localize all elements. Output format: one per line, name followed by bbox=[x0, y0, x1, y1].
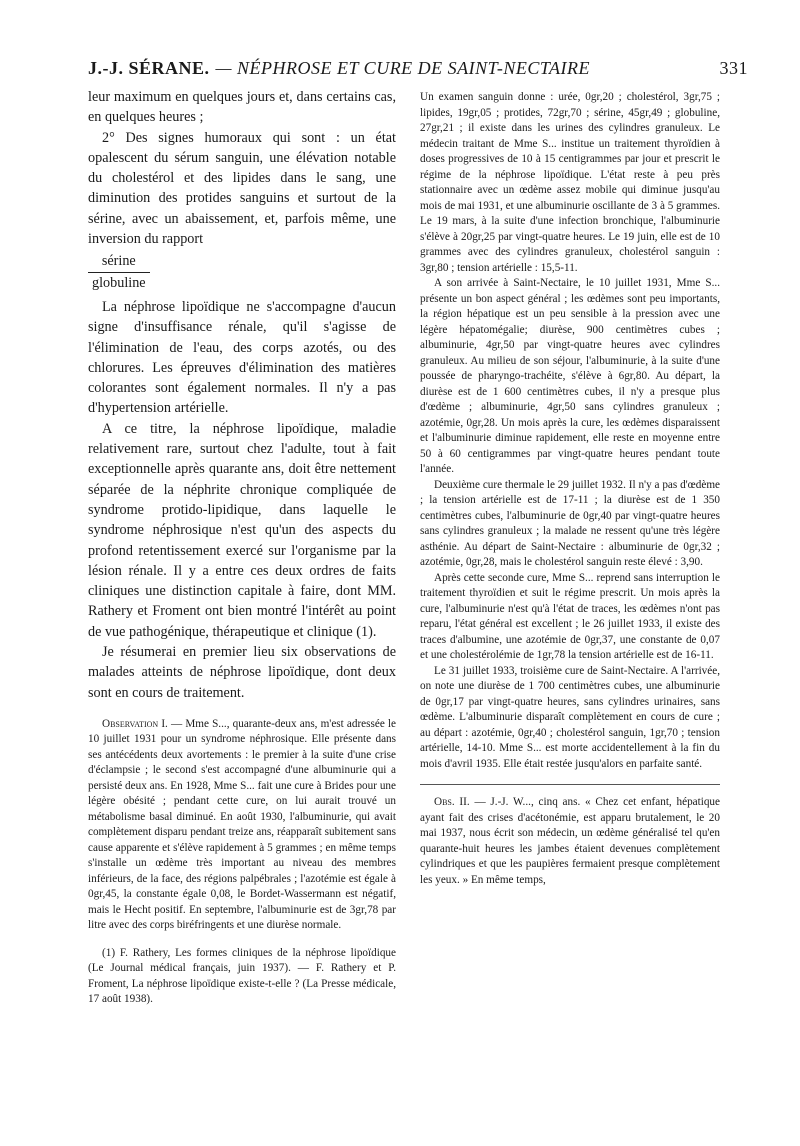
right-paragraph-1: Un examen sanguin donne : urée, 0gr,20 ; cholestérol, 3gr,75 ; lipides, 19gr,05 ; protides, 72gr,70 ; sérine, 45gr,49 ; globuline, 27gr,21 ; il existe dans les urines des cylindres granuleux. Le médecin traitant de Mme S... institue un traitement thyroïdien à doses progressives de 10 à 15 centigrammes par jour et prescrit le régime de la néphrose lipoïdique. L'état reste à peu près stationnaire avec un œdème assez mobile qui diminue jusqu'au mois de mai 1931, et une albuminurie oscillante de 3 à 5 grammes. Le 19 mars, à la suite d'une infection bronchique, l'albuminurie s'élève à 20gr,25 par vingt-quatre heures. Le 19 juin, elle est de 10 grammes avec des cylindres granuleux, cholestérol sanguin : 3gr,80 ; tension artérielle : 15,5-11. bbox=[420, 91, 720, 274]
right-paragraph-4: Après cette seconde cure, Mme S... reprend sans interruption le traitement thyroïdien et suit le régime prescrit. Un mois après la cure, l'albuminurie n'est qu'à l'état de traces, les œdèmes n'ont pas reparu, l'état général est excellent ; le 26 juillet 1933, il existe des traces d'albumine, une azotémie de 0gr,37, une constante de 0,07 et une cholestérolémie de 1gr,78 la tension artérielle est de 16-11. bbox=[420, 571, 720, 661]
right-paragraph-3: Deuxième cure thermale le 29 juillet 1932. Il n'y a pas d'œdème ; la tension artérielle est de 17-11 ; la diurèse est de 1 350 centimètres cubes, l'albuminurie de 0gr,40 par vingt-quatre heures sans cylindres granuleux ; la malade ne ressent qu'une très légère asthénie. Au départ de Saint-Nectaire : albuminurie de 0gr,32 ; azotémie, 0gr,28, mais le cholestérol sanguin reste élevé : 3,90. bbox=[420, 478, 720, 568]
running-header bbox=[88, 58, 748, 82]
paragraph-3: La néphrose lipoïdique ne s'accompagne d'aucun signe d'insuffisance rénale, qu'il s'agisse de l'élimination de l'eau, des corps azotés, ou des chlorures. Les épreuves d'élimination des matières colorantes sont également normales. Il n'y a pas d'hypertension artérielle. bbox=[88, 298, 396, 417]
page-number: 331 bbox=[719, 58, 748, 78]
ratio-fraction bbox=[88, 251, 150, 293]
observation-1 bbox=[88, 717, 396, 934]
observation-1-heading: Observation I. bbox=[102, 717, 168, 730]
footnote: (1) F. Rathery, Les formes cliniques de la néphrose lipoïdique (Le Journal médical français, juin 1937). — F. Rathery et P. Froment, La néphrose lipoïdique existe-t-elle ? (La Presse médicale, 17 août 1938). bbox=[88, 946, 396, 1006]
right-column bbox=[420, 90, 720, 888]
observation-2-heading: Obs. II. bbox=[434, 796, 470, 808]
observation-2-text: — J.-J. W..., cinq ans. « Chez cet enfant, hépatique ayant fait des crises d'acétonémie, est apparu brutalement, le 20 mai 1937, nous écrit son médecin, un œdème généralisé tel qu'en quarante-huit heures les jambes étaient devenues complètement cylindriques et que les paupières fermaient presque complètement les yeux. » En même temps, bbox=[420, 796, 720, 886]
right-paragraph-5: Le 31 juillet 1933, troisième cure de Saint-Nectaire. A l'arrivée, on note une diurèse de 1 700 centimètres cubes, une albuminurie de 0gr,17 par vingt-quatre heures, sans cylindres urinaires, sans œdème. L'albuminurie disparaît complètement en cours de cure ; au départ : azotémie, 0gr,40 ; cholestérol sanguin, 1gr,70 ; tension artérielle, 14-10. Mme S... est morte accidentellement à la fin du mois d'avril 1935. Elle était restée jusqu'alors en parfaite santé. bbox=[420, 664, 720, 770]
observation-1-text: — Mme S..., quarante-deux ans, m'est adressée le 10 juillet 1931 pour un syndrome néphrosique. Elle présente dans ses antécédents deux avortements : le premier à la suite d'une crise d'éclampsie ; le second s'est accompagné d'une albuminurie qui a persisté deux ans. En 1928, Mme S... fait une cure à Brides pour une légère obésité ; pendant cette cure, on lui aurait trouvé un métabolisme basal diminué. En août 1930, l'albuminurie, qui avait complètement disparu pendant treize ans, réapparaît subitement sans cause apparente et s'élève rapidement à 5 grammes ; en même temps s'installe un œdème très important au niveau des membres inférieurs, de la face, des régions palpébrales ; l'azotémie est égale à 0gr,45, la constante égale 0,08, le Bordet-Wassermann est négatif, mais le Hecht positif. En septembre, l'albuminurie est de 3gr,78 par litre avec des corps biréfringents et une diurèse normale. bbox=[88, 717, 396, 932]
fraction-denominator: globuline bbox=[92, 274, 146, 291]
section-divider bbox=[420, 784, 720, 785]
paragraph-5: Je résumerai en premier lieu six observations de malades atteints de néphrose lipoïdique, dont deux sont en cours de traitement. bbox=[88, 644, 396, 701]
observation-2 bbox=[420, 795, 720, 888]
left-column bbox=[88, 87, 396, 1008]
paragraph-2: 2° Des signes humoraux qui sont : un état opalescent du sérum sanguin, une élévation notable du cholestérol et des lipides dans le sang, une diminution des protides sanguins et surtout de la sérine, avec un abaissement, et, parfois même, une inversion du rapport bbox=[88, 129, 396, 248]
paragraph-1: leur maximum en quelques jours et, dans certains cas, en quelques heures ; bbox=[88, 89, 396, 126]
paragraph-4: A ce titre, la néphrose lipoïdique, maladie relativement rare, surtout chez l'adulte, tout à fait exceptionnelle après quarante ans, doit être nettement séparée de la néphrite chronique compliquée de syndrome protido-lipidique, dans laquelle le syndrome néphrosique n'est qu'un des aspects du profond retentissement exercé sur l'organisme par la lésion rénale. Il y a entre ces deux ordres de faits cliniques une distinction capitale à faire, dont MM. Rathery et Froment ont bien montré l'intérêt au point de vue pathogénique, thérapeutique et clinique (1). bbox=[88, 420, 396, 640]
right-paragraph-2: A son arrivée à Saint-Nectaire, le 10 juillet 1931, Mme S... présente un bon aspect général ; les œdèmes sont peu importants, la région hépatique est un peu sensible à la pression avec une légère hépatomégalie; diurèse, 900 centimètres cubes ; albuminurie, 4gr,50 par vingt-quatre heures avec cylindres granuleux. Au milieu de son séjour, l'albuminurie, à la suite d'une poussée de pharyngo-trachéite, s'élève à 6gr,80. Au départ, la diurèse est de 1 600 centimètres cubes, il n'y a presque plus d'œdème ; albuminurie, 4gr,50 sans cylindres granuleux ; azotémie, 0gr,28. Un mois après la cure, les œdèmes disparaissent et l'albuminurie diminue rapidement, elle reste en moyenne entre 50 à 60 centigrammes par vingt-quatre heures pendant toute l'année. bbox=[420, 277, 720, 475]
fraction-numerator: sérine bbox=[88, 251, 150, 272]
header-author: J.-J. SÉRANE. bbox=[88, 58, 210, 78]
header-title: — NÉPHROSE ET CURE DE SAINT-NECTAIRE bbox=[215, 58, 590, 78]
